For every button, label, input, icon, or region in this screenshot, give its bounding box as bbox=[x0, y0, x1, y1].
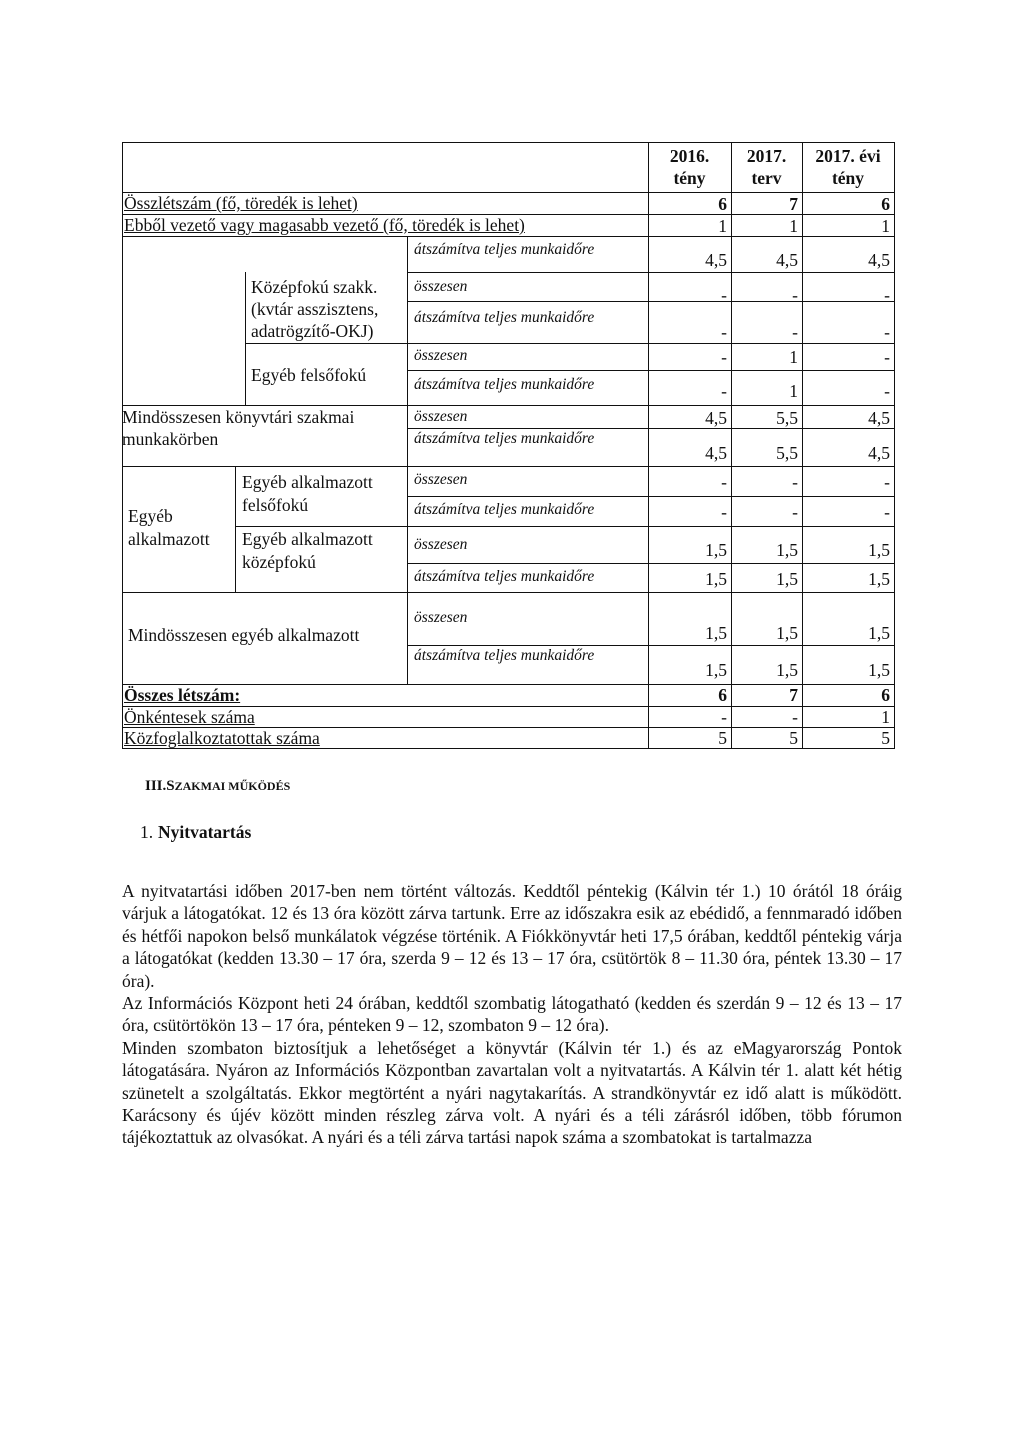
table-rule bbox=[245, 343, 895, 344]
cell-2016: 4,5 bbox=[705, 443, 727, 463]
group-label: adatrögzítő-OKJ) bbox=[251, 321, 374, 341]
table-col-rule bbox=[235, 466, 236, 592]
cell-2017-teny: - bbox=[884, 381, 890, 401]
cell-2016: 1,5 bbox=[705, 569, 727, 589]
row-sublabel: összesen bbox=[414, 536, 468, 553]
cell-2016: 4,5 bbox=[705, 408, 727, 428]
row-sublabel: összesen bbox=[414, 609, 468, 626]
cell-2017-terv: 1,5 bbox=[776, 569, 798, 589]
row-sublabel: átszámítva teljes munkaidőre bbox=[414, 501, 595, 518]
group-label: (kvtár asszisztens, bbox=[251, 299, 379, 319]
cell-2016: - bbox=[721, 707, 727, 727]
table-rule bbox=[407, 563, 895, 564]
paragraph: A nyitvatartási időben 2017-ben nem történt változás. Keddtől péntekig (Kálvin tér 1.) 10 órától 18 óráig várjuk a látogatókat. 12 és 13 óra között zárva tartunk. Erre az időszakra esik az ebédidő, a fennmaradó időben és hétfői napokon belső munkálatok végzése történik. A Fiókkönyvtár heti 17,5 órában, keddtől péntekig várja a látogatókat (kedden 13.30 – 17 óra, szerda 9 – 12 és 13 – 17 óra, csütörtök 8 – 11.30 óra, péntek 13.30 – 17 óra). bbox=[122, 881, 902, 991]
row-sublabel: átszámítva teljes munkaidőre bbox=[414, 376, 595, 393]
cell-2017-teny: - bbox=[884, 322, 890, 342]
cell-2017-terv: 5,5 bbox=[776, 443, 798, 463]
group-label: Egyéb alkalmazott bbox=[242, 529, 373, 549]
table-rule bbox=[122, 466, 895, 467]
cell-2017-terv: - bbox=[792, 322, 798, 342]
section-number: III. bbox=[145, 778, 167, 794]
section-title-rest: ZAKMAI MŰKÖDÉS bbox=[174, 779, 291, 793]
table-rule bbox=[407, 645, 895, 646]
cell-2017-terv: 7 bbox=[789, 685, 798, 705]
cell-2017-terv: - bbox=[792, 472, 798, 492]
cell-2017-terv: 4,5 bbox=[776, 250, 798, 270]
row-sublabel: átszámítva teljes munkaidőre bbox=[414, 647, 595, 664]
table-rule bbox=[407, 496, 895, 497]
row-sublabel: összesen bbox=[414, 408, 468, 425]
table-border-top bbox=[122, 142, 895, 143]
row-label: Ebből vezető vagy magasabb vezető (fő, töredék is lehet) bbox=[124, 215, 525, 235]
table-rule bbox=[407, 272, 895, 273]
row-label: Összlétszám (fő, töredék is lehet) bbox=[124, 193, 358, 213]
row-sublabel: átszámítva teljes munkaidőre bbox=[414, 309, 595, 326]
cell-2016: 4,5 bbox=[705, 250, 727, 270]
row-sublabel: összesen bbox=[414, 347, 468, 364]
cell-2017-teny: - bbox=[884, 472, 890, 492]
section-title-initial: S bbox=[166, 778, 175, 794]
body-text bbox=[122, 880, 902, 1149]
row-sublabel: átszámítva teljes munkaidőre bbox=[414, 430, 595, 447]
group-label: Egyéb felsőfokú bbox=[251, 365, 367, 385]
cell-2016: - bbox=[721, 347, 727, 367]
col-header-2016: 2016. bbox=[669, 146, 710, 166]
cell-2017-teny: 1,5 bbox=[868, 623, 890, 643]
cell-2016: 1,5 bbox=[705, 540, 727, 560]
cell-2017-terv: - bbox=[792, 707, 798, 727]
cell-2017-teny: - bbox=[884, 347, 890, 367]
table-rule bbox=[407, 370, 895, 371]
row-label: Önkéntesek száma bbox=[124, 707, 255, 727]
group-label: Egyéb bbox=[128, 506, 173, 526]
group-label: Mindösszesen egyéb alkalmazott bbox=[128, 625, 360, 645]
row-sublabel: átszámítva teljes munkaidőre bbox=[414, 241, 595, 258]
table-col-rule bbox=[407, 236, 408, 684]
row-sublabel: átszámítva teljes munkaidőre bbox=[414, 568, 595, 585]
cell-2017-terv: 1,5 bbox=[776, 623, 798, 643]
group-label: Mindösszesen könyvtári szakmai bbox=[122, 407, 355, 427]
cell-2017-teny: - bbox=[884, 285, 890, 305]
cell-2017-teny: 1,5 bbox=[868, 660, 890, 680]
subsection-title: Nyitvatartás bbox=[158, 822, 252, 842]
cell-2017-teny: 1 bbox=[881, 216, 890, 236]
col-header-2017-terv: 2017. bbox=[746, 146, 787, 166]
cell-2017-terv: 7 bbox=[789, 194, 798, 214]
group-label: középfokú bbox=[242, 552, 316, 572]
cell-2016: - bbox=[721, 472, 727, 492]
cell-2017-terv: 1,5 bbox=[776, 540, 798, 560]
cell-2017-teny: 4,5 bbox=[868, 443, 890, 463]
table-rule bbox=[407, 428, 895, 429]
table-border-right bbox=[894, 142, 895, 748]
cell-2016: - bbox=[721, 285, 727, 305]
group-label: Egyéb alkalmazott bbox=[242, 472, 373, 492]
row-label: Összes létszám: bbox=[124, 685, 241, 705]
table-border-bottom bbox=[122, 748, 895, 749]
row-label: Közfoglalkoztatottak száma bbox=[124, 728, 320, 748]
table-rule bbox=[122, 592, 895, 593]
table-rule bbox=[235, 526, 895, 527]
cell-2017-terv: 5 bbox=[789, 728, 798, 748]
cell-2016: 6 bbox=[718, 685, 727, 705]
cell-2017-teny: - bbox=[884, 502, 890, 522]
cell-2016: 5 bbox=[718, 728, 727, 748]
paragraph: Az Információs Központ heti 24 órában, keddtől szombatig látogatható (kedden és szerdán 9 – 12 és 13 – 17 óra, csütörtökön 13 – 17 óra, pénteken 9 – 12, szombaton 9 – 12 óra). bbox=[122, 993, 902, 1036]
cell-2017-teny: 6 bbox=[881, 194, 890, 214]
cell-2017-terv: - bbox=[792, 285, 798, 305]
col-header-2017-teny: 2017. évi bbox=[815, 146, 881, 166]
group-label: Középfokú szakk. bbox=[251, 277, 378, 297]
cell-2016: 1,5 bbox=[705, 623, 727, 643]
cell-2017-terv: 5,5 bbox=[776, 408, 798, 428]
cell-2017-terv: 1 bbox=[789, 381, 798, 401]
cell-2017-teny: 4,5 bbox=[868, 408, 890, 428]
row-sublabel: összesen bbox=[414, 471, 468, 488]
table-rule bbox=[122, 405, 895, 406]
cell-2017-terv: 1 bbox=[789, 216, 798, 236]
cell-2017-terv: 1 bbox=[789, 347, 798, 367]
cell-2016: - bbox=[721, 502, 727, 522]
row-sublabel: összesen bbox=[414, 278, 468, 295]
cell-2017-teny: 6 bbox=[881, 685, 890, 705]
section-heading bbox=[145, 779, 290, 794]
cell-2016: - bbox=[721, 322, 727, 342]
cell-2016: 1,5 bbox=[705, 660, 727, 680]
cell-2016: 6 bbox=[718, 194, 727, 214]
group-label: munkakörben bbox=[122, 429, 219, 449]
table-col-rule bbox=[245, 272, 246, 405]
cell-2017-teny: 4,5 bbox=[868, 250, 890, 270]
cell-2016: 1 bbox=[718, 216, 727, 236]
cell-2017-teny: 1,5 bbox=[868, 540, 890, 560]
col-header-2017-terv-sub: terv bbox=[751, 168, 782, 188]
col-header-2017-teny-sub: tény bbox=[831, 168, 865, 188]
cell-2017-teny: 1,5 bbox=[868, 569, 890, 589]
cell-2017-terv: 1,5 bbox=[776, 660, 798, 680]
table-rule bbox=[122, 236, 895, 237]
cell-2017-teny: 5 bbox=[881, 728, 890, 748]
group-label: alkalmazott bbox=[128, 529, 210, 549]
group-label: felsőfokú bbox=[242, 495, 309, 515]
paragraph: Minden szombaton biztosítjuk a lehetőséget a könyvtár (Kálvin tér 1.) és az eMagyarország Pontok látogatására. Nyáron az Információs Központban zavartalan volt a nyitvatartás. A Kálvin tér 1. alatt két hétig szünetelt a szolgáltatás. Ekkor megtörtént a nyári nagytakarítás. A strandkönyvtár ez idő alatt is működött. Karácsony és újév között minden részleg zárva volt. A nyári és a téli zárásról időben, több fórumon tájékoztattuk az olvasókat. A nyári és a téli zárva tartási napok száma a szombatokat is tartalmazza bbox=[122, 1037, 902, 1148]
cell-2017-teny: 1 bbox=[881, 707, 890, 727]
subsection-number: 1. bbox=[140, 822, 154, 842]
cell-2017-terv: - bbox=[792, 502, 798, 522]
cell-2016: - bbox=[721, 381, 727, 401]
col-header-2016-sub: tény bbox=[673, 168, 706, 188]
